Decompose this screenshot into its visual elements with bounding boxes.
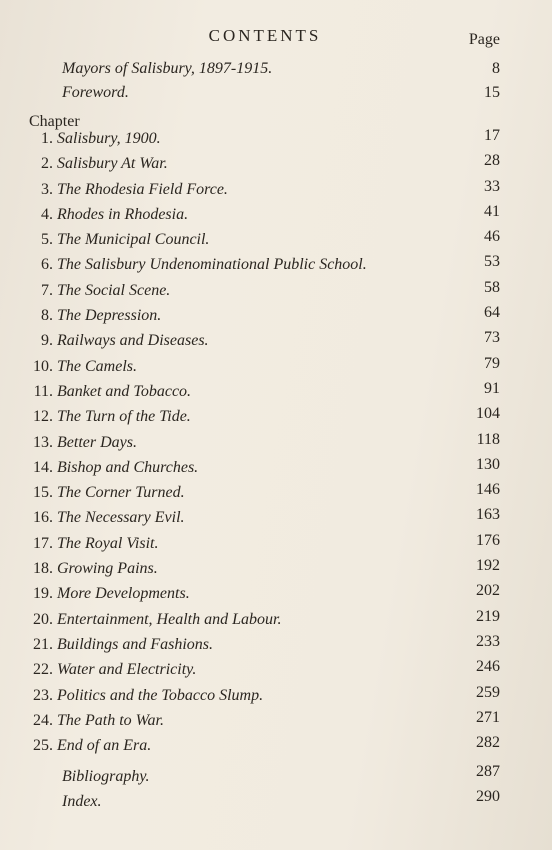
chapter-title: The Rhodesia Field Force. bbox=[57, 180, 228, 198]
back-matter-title: Index. bbox=[62, 793, 102, 810]
chapter-title: Salisbury At War. bbox=[57, 155, 168, 173]
chapter-title: More Developments. bbox=[57, 585, 190, 603]
chapter-page: 202 bbox=[476, 582, 500, 600]
chapter-title: The Depression. bbox=[57, 307, 162, 325]
page-column-heading: Page bbox=[468, 31, 500, 48]
chapter-number: 7. bbox=[41, 281, 53, 299]
chapter-page: 58 bbox=[484, 278, 500, 296]
chapter-number: 6. bbox=[41, 256, 53, 274]
chapter-number: 8. bbox=[41, 307, 53, 325]
front-matter-title: Mayors of Salisbury, 1897-1915. bbox=[62, 60, 273, 77]
chapter-title: Salisbury, 1900. bbox=[57, 130, 161, 147]
chapter-number: 25. bbox=[33, 737, 53, 755]
back-matter-title: Bibliography. bbox=[62, 768, 150, 785]
chapter-page: 79 bbox=[484, 354, 500, 372]
front-matter-item bbox=[0, 84, 552, 108]
chapter-list bbox=[0, 127, 552, 762]
chapter-page: 233 bbox=[476, 632, 500, 650]
chapter-number: 14. bbox=[33, 458, 53, 476]
chapter-page: 163 bbox=[476, 506, 500, 524]
chapter-page: 118 bbox=[476, 430, 500, 448]
chapter-number: 23. bbox=[33, 686, 53, 704]
front-matter-page: 8 bbox=[492, 60, 500, 77]
chapter-page: 282 bbox=[476, 734, 500, 752]
chapter-title: The Corner Turned. bbox=[57, 484, 185, 502]
chapter-number: 12. bbox=[33, 408, 53, 426]
chapter-number: 13. bbox=[33, 433, 53, 451]
chapter-title: The Social Scene. bbox=[57, 281, 171, 299]
chapter-title: The Camels. bbox=[57, 357, 137, 375]
chapter-column-heading: Chapter bbox=[29, 113, 80, 130]
chapter-title: Bishop and Churches. bbox=[57, 458, 199, 476]
chapter-number: 5. bbox=[41, 231, 53, 249]
front-matter-item bbox=[0, 60, 552, 84]
chapter-number: 24. bbox=[33, 711, 53, 729]
chapter-number: 19. bbox=[33, 585, 53, 603]
chapter-number: 15. bbox=[33, 484, 53, 502]
chapter-number: 22. bbox=[33, 661, 53, 679]
chapter-number: 20. bbox=[33, 610, 53, 628]
chapter-number: 9. bbox=[41, 332, 53, 350]
front-matter-page: 15 bbox=[484, 84, 500, 101]
chapter-title: Banket and Tobacco. bbox=[57, 382, 192, 400]
chapter-title: Buildings and Fashions. bbox=[57, 635, 214, 653]
chapter-page: 41 bbox=[484, 202, 500, 220]
chapter-title: Rhodes in Rhodesia. bbox=[57, 205, 189, 223]
chapter-page: 146 bbox=[476, 481, 500, 499]
chapter-title: Railways and Diseases. bbox=[57, 332, 209, 350]
chapter-title: The Salisbury Undenominational Public School. bbox=[57, 256, 367, 274]
chapter-title: The Turn of the Tide. bbox=[57, 408, 191, 426]
chapter-entry bbox=[0, 734, 552, 762]
chapter-title: The Royal Visit. bbox=[57, 534, 159, 552]
chapter-number: 3. bbox=[41, 180, 53, 198]
chapter-title: Entertainment, Health and Labour. bbox=[57, 610, 282, 628]
chapter-page: 17 bbox=[484, 127, 500, 144]
chapter-title: Better Days. bbox=[57, 433, 137, 451]
chapter-page: 73 bbox=[484, 329, 500, 347]
chapter-number: 2. bbox=[41, 155, 53, 173]
chapter-title: End of an Era. bbox=[57, 737, 152, 755]
contents-heading: CONTENTS bbox=[208, 26, 322, 45]
chapter-page: 46 bbox=[484, 228, 500, 246]
chapter-title: Water and Electricity. bbox=[57, 661, 197, 679]
chapter-title: The Path to War. bbox=[57, 711, 164, 729]
chapter-page: 219 bbox=[476, 607, 500, 625]
back-matter-item bbox=[0, 788, 552, 817]
chapter-page: 91 bbox=[484, 379, 500, 397]
chapter-page: 176 bbox=[476, 531, 500, 549]
chapter-page: 64 bbox=[484, 304, 500, 322]
chapter-number: 10. bbox=[33, 357, 53, 375]
chapter-page: 53 bbox=[484, 253, 500, 271]
chapter-number: 11. bbox=[33, 382, 53, 400]
chapter-page: 192 bbox=[476, 557, 500, 575]
chapter-title: The Necessary Evil. bbox=[57, 509, 185, 527]
chapter-page: 271 bbox=[476, 708, 500, 726]
chapter-title: Politics and the Tobacco Slump. bbox=[57, 686, 264, 704]
back-matter-page: 287 bbox=[476, 763, 500, 780]
chapter-page: 104 bbox=[476, 405, 500, 423]
chapter-number: 1. bbox=[41, 130, 53, 147]
chapter-title: Growing Pains. bbox=[57, 560, 158, 578]
chapter-page: 246 bbox=[476, 658, 500, 676]
back-matter-page: 290 bbox=[476, 788, 500, 805]
chapter-page: 259 bbox=[476, 683, 500, 701]
chapter-title: The Municipal Council. bbox=[57, 231, 210, 249]
chapter-number: 17. bbox=[33, 534, 53, 552]
chapter-number: 4. bbox=[41, 205, 53, 223]
chapter-page: 28 bbox=[484, 152, 500, 170]
front-matter-title: Foreword. bbox=[62, 84, 129, 101]
chapter-number: 16. bbox=[33, 509, 53, 527]
chapter-page: 130 bbox=[476, 455, 500, 473]
chapter-number: 21. bbox=[33, 635, 53, 653]
chapter-page: 33 bbox=[484, 177, 500, 195]
chapter-number: 18. bbox=[33, 560, 53, 578]
